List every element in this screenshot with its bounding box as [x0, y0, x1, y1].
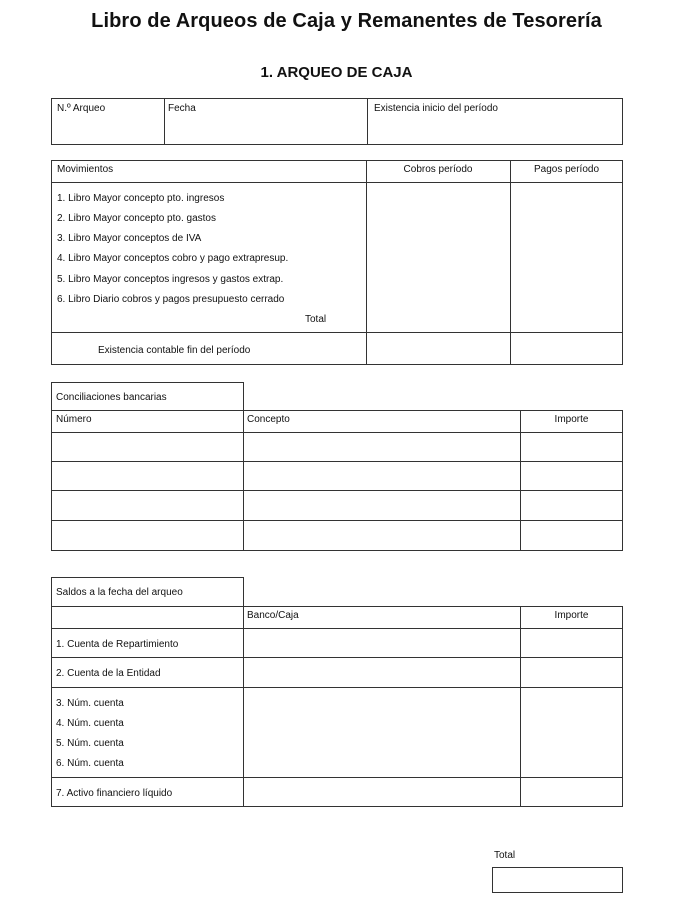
fecha-label: Fecha	[168, 103, 196, 114]
saldo-importe-field[interactable]	[521, 629, 622, 806]
saldo-item: 2. Cuenta de la Entidad	[56, 668, 161, 679]
pagos-field[interactable]	[511, 183, 622, 331]
col-importe: Importe	[554, 414, 589, 425]
section-title: 1. ARQUEO DE CAJA	[260, 64, 413, 81]
movimiento-item: 3. Libro Mayor conceptos de IVA	[57, 233, 202, 244]
movimiento-item: 4. Libro Mayor conceptos cobro y pago extrapresup.	[57, 253, 289, 264]
col-banco-caja: Banco/Caja	[247, 610, 299, 621]
n-arqueo-label: N.º Arqueo	[57, 103, 106, 114]
existencia-fin-pagos-field[interactable]	[511, 333, 622, 364]
conciliaciones-row[interactable]	[52, 491, 622, 520]
saldo-banco-field[interactable]	[244, 629, 519, 806]
conciliaciones-row[interactable]	[52, 521, 622, 550]
saldos-header: Saldos a la fecha del arqueo	[56, 587, 183, 598]
cobros-field[interactable]	[367, 183, 509, 331]
saldo-item: 5. Núm. cuenta	[56, 738, 124, 749]
movimiento-item: 5. Libro Mayor conceptos ingresos y gastos extrap.	[57, 274, 284, 285]
movimiento-item: 2. Libro Mayor concepto pto. gastos	[57, 213, 216, 224]
saldo-item: 7. Activo financiero líquido	[56, 788, 173, 799]
col-importe: Importe	[554, 610, 589, 621]
saldo-item: 1. Cuenta de Repartimiento	[56, 639, 179, 650]
movimientos-total-label: Total	[305, 314, 327, 325]
conciliaciones-row[interactable]	[52, 462, 622, 490]
existencia-inicio-field[interactable]	[368, 116, 622, 144]
movimiento-item: 1. Libro Mayor concepto pto. ingresos	[57, 193, 225, 204]
conciliaciones-row[interactable]	[52, 433, 622, 461]
total-field[interactable]	[492, 867, 623, 893]
movimientos-header: Movimientos	[57, 164, 114, 175]
col-numero: Número	[56, 414, 92, 425]
document-title: Libro de Arqueos de Caja y Remanentes de Tesorería	[91, 10, 602, 32]
saldo-item: 6. Núm. cuenta	[56, 758, 124, 769]
movimiento-item: 6. Libro Diario cobros y pagos presupuesto cerrado	[57, 294, 285, 305]
existencia-fin-cobros-field[interactable]	[367, 333, 509, 364]
col-concepto: Concepto	[247, 414, 290, 425]
existencia-inicio-label: Existencia inicio del período	[374, 103, 498, 114]
existencia-fin-label: Existencia contable fin del período	[98, 345, 251, 356]
saldo-item: 3. Núm. cuenta	[56, 698, 124, 709]
cobros-header: Cobros período	[403, 164, 473, 175]
conciliaciones-header: Conciliaciones bancarias	[56, 392, 167, 403]
pagos-header: Pagos período	[533, 164, 600, 175]
fecha-field[interactable]	[165, 116, 366, 144]
saldo-item: 4. Núm. cuenta	[56, 718, 124, 729]
n-arqueo-field[interactable]	[52, 116, 163, 144]
total-label: Total	[494, 850, 516, 861]
